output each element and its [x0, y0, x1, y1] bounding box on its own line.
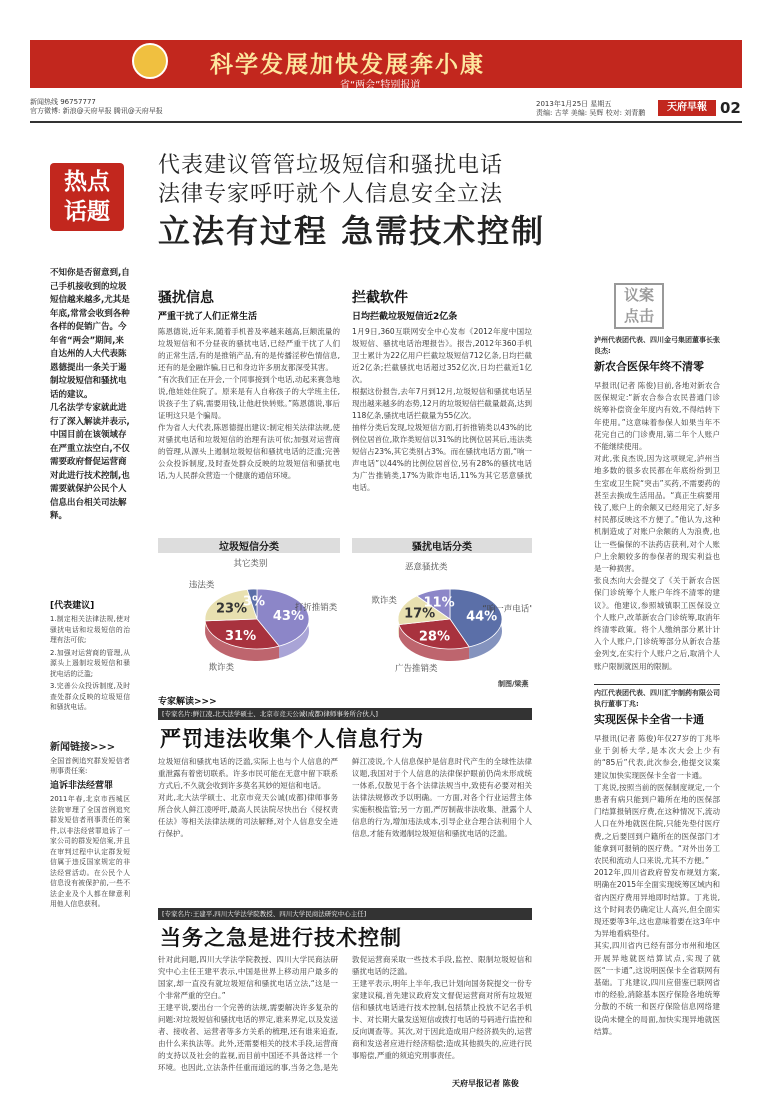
chart-spam-title: 垃圾短信分类 [158, 538, 340, 553]
expert1-card: [专家名片:鲜江凌,北大法学硕士、北京市竞天公诚(成都)律师事务所合伙人] [158, 708, 532, 720]
masthead-rule [30, 121, 742, 123]
editors: 责编: 古苹 美编: 吴辉 校对: 刘青鹏 [536, 109, 646, 117]
chart-calls-title: 骚扰电话分类 [352, 538, 532, 553]
pie-value-label: 23% [215, 601, 248, 617]
chart-spam-svg [158, 553, 340, 681]
suggestions-box [50, 598, 130, 713]
section-harassment-sub: 严重干扰了人们正常生活 [158, 312, 258, 322]
national-emblem-icon [132, 43, 168, 79]
side2-org: 内江代表团代表、四川汇宇制药有限公司执行董事丁兆: [594, 689, 720, 708]
pie-value-label: 11% [423, 595, 455, 611]
pie-category-label: 恶意骚扰类 [405, 562, 448, 573]
hotline: 新闻热线 96757777 [30, 98, 96, 106]
news-link-sub: 全国首例追究群发短信者刑事责任案: [50, 757, 130, 775]
side1-body: 早报讯(记者 陈俊)目前,各地对新农合医保规定:“新农合参合农民普通门诊统筹补偿资金年度内有效,不得结转下年使用。”这意味着参保人如果当年不花完自己的门诊费用,第二年个人账户不能继续使用。 对此,张良杰说,因为这项规定,泸州当地多数的很多农民都在年底纷纷到卫生室或卫生院“突击”买药,不需要药的甚至去换成生活用品。“真正生病要用钱了,账户上的余额又已经用完了,好多村民都反映这不方便了。”他认为,这种机制造成了对账户余额的人为浪费,也让一些偏保的不法药店获利,对个人账户上余额较多的参保者的现实利益也是一种损害。 张良杰向大会提交了《关于新农合医保门诊统筹个人账户年终不清零的建议》。他建议,参照城镇职工医保设立个人账户,改革新农合门诊统筹,取消年终清零政策。将个人缴纳部分累计计入个人账户,门诊统筹部分从新农合基金列支,在实行个人账户之后,取消个人账户限制就医用的限制。 [594, 381, 720, 670]
deck-line-2: 法律专家呼吁就个人信息安全立法 [158, 182, 504, 207]
pie-value-label: 43% [272, 608, 305, 624]
pie-value-label: 3% [242, 594, 266, 610]
deck-line-1: 代表建议管管垃圾短信和骚扰电话 [158, 153, 504, 178]
section-harassment [158, 287, 340, 536]
chart-calls-svg [352, 553, 532, 681]
suggestion-2: 2.加强对运营商的管理,从源头上遏制垃圾短信和骚扰电话的泛滥; [50, 648, 130, 678]
expert2-body: 针对此问题,四川大学法学院教授、四川大学民商法研究中心主任王建平表示,中国是世界上移动用户最多的国家,却一直没有就垃圾短信和骚扰电话立法,“这是一个非常严重的空白。” 王建平说,要出台一个完善的法规,需要解决许多复杂的问题:对垃圾短信和骚扰电话的界定,谁来界定,以及发送者、接收者、运营者等多方关系的梳理,还有谁来追查,由什么来执法等。此外,还需要相关的技术手段,运营商的支持以及社会的监视,而目前中国还不具备这样一个环境。也因此,立法条件任重而道远的事,当务之急,是先敦促运营商采取一些技术手段,监控、限制垃圾短信和骚扰电话的泛滥。 王建平表示,明年上半年,我已计划向国务院提交一份专家建议稿,首先建议政府发文督促运营商对所有垃圾短信和骚扰电话进行技术控制,包括禁止投放不记名手机卡、对长期大量发送短信或拨打电话的号码进行监控和反向调查等。其次,对于因此造成用户经济损失的,运营商和发送者应进行经济赔偿;造成其他损失的,应进行民事赔偿,严重的须追究刑事责任。 [158, 955, 532, 1072]
section-intercept-title: 拦截软件 [352, 290, 408, 306]
byline: 天府早报记者 陈俊 [452, 1079, 519, 1088]
section-intercept [352, 287, 532, 544]
news-link [50, 738, 130, 954]
expert1-body: 垃圾短信和骚扰电话的泛滥,实际上也与个人信息的严重泄露有着密切联系。许多市民可能在无意中留下联系方式后,不久就会收到许多莫名其妙的短信和电话。 对此,北大法学硕士、北京市竞天公诚(成都)律师事务所合伙人鲜江凌呼吁,最高人民法院尽快出台《侵权责任法》等相关法律法规的司法解释,对个人信息安全进行保护。 鲜江凌说,个人信息保护是信息时代产生的全球性法律议题,我国对于个人信息的法律保护眼前仍尚未形成统一体系,仅散见于各个法律法规当中,致使有必要对相关法律法规修改予以明确。一方面,对各个行业运营主体实施积极监管;另一方面,严厉制裁非法收集、泄露个人信息的行为,增加违法成本,引导企业合理合法利用个人信息,才能有效遏制垃圾短信和骚扰电话的泛滥。 [158, 757, 532, 838]
suggestion-1: 1.制定相关法律法规,使对骚扰电话和垃圾短信的治理有法可依; [50, 615, 130, 644]
pie-value-label: 17% [404, 606, 436, 622]
suggestion-3: 3.完善公众投诉制度,及时查处群众反映的垃圾短信和骚扰电话。 [50, 682, 130, 711]
pie-value-label: 44% [466, 609, 498, 625]
hot-line-1: 热点 [64, 169, 110, 195]
side-story-1 [594, 335, 720, 670]
issue-date: 2013年1月25日 星期五 [536, 100, 612, 108]
comment-badge [614, 283, 664, 329]
section-intercept-sub: 日均拦截垃圾短信近2亿条 [352, 312, 458, 322]
news-link-title: 新闻链接>>> [50, 742, 116, 753]
pie-category-label: 违法类 [188, 580, 215, 591]
suggestions-title: [代表建议] [50, 601, 95, 611]
chart-calls [352, 538, 532, 684]
expert2-card: [专家名片:王建平,四川大学法学院教授、四川大学民商法研究中心主任] [158, 908, 532, 920]
section-intercept-body: 1月9日,360互联网安全中心发布《2012年度中国垃圾短信、骚扰电话治理报告》。报告,2012年360手机卫士累计为22亿用户拦截垃圾短信712亿条,日均拦截近2亿条;拦截骚扰电话超过352亿次,日均拦截近1亿次。 根据这份报告,去年7月到12月,垃圾短信和骚扰电话呈现出越来越多的态势,12月的垃圾短信拦截量最高,达到118亿条,骚扰电话拦截量为55亿次。 抽样分类后发现,垃圾短信方面,打折推销类以43%的比例位居首位,欺诈类短信以31%的比例位居其后,违法类短信占23%,其它类别占3%。而在骚扰电话方面,“响一声电话”以44%的比例位居首位,另有28%的骚扰电话为广告推销类,17%为欺诈电话,11%为其它恶意骚扰电话。 [352, 327, 532, 492]
banner-title: 科学发展加快发展奔小康 [210, 52, 485, 78]
banner-subtitle: 省“两会”特别报道 [340, 80, 421, 91]
expert-label: 专家解读>>> [158, 697, 217, 707]
pie-category-label: 欺诈类 [208, 663, 235, 674]
side2-title: 实现医保卡全省一卡通 [594, 713, 704, 726]
pie-category-label: 欺诈类 [371, 596, 397, 607]
pie-value-label: 31% [225, 629, 257, 645]
hot-topic-badge [50, 163, 124, 231]
chart-spam [158, 538, 340, 684]
side2-body: 早报讯(记者 陈俊)年仅27岁的丁兆毕业于剑桥大学,是本次大会上少有的“85后”代表,此次参会,他提交议案建议加快实现医保卡全省一卡通。 丁兆说,按照当前的医保制度规定,一个患者有病只能到户籍所在地的医保部门结算报销医疗费,在这种情况下,流动人口在外地就医住院,只能先垫付医疗费,之后要回到户籍所在的医保部门才能拿到可报销的医疗费。“对外出务工农民和流动人口来说,尤其不方便。” 2012年,四川省政府曾发布规划方案,明确在2015年全面实现统筹区域内和省内医疗费用异地即时结算。丁兆说,这个时间表仍确定让人高兴,但全面实现还要等3年,这也意味着要在这3年中为异地看病垫付。 其实,四川省内已经有部分市州和地区开展异地就医结算试点,实现了就医“一卡通”,这说明医保卡全省联网有基础。丁兆建议,四川应借鉴已联网省市的经验,消除基本医疗保险各地统筹分散的不统一和医疗保险信息网络建设尚未健全的局面,加快实现异地就医结算。 [594, 734, 720, 1036]
expert1-headline: 严罚违法收集个人信息行为 [160, 727, 424, 751]
headline: 立法有过程 急需技术控制 [158, 212, 546, 250]
pie-category-label: 打折推销类 [294, 602, 338, 613]
pie-value-label: 28% [418, 629, 451, 645]
hot-line-2: 话题 [64, 199, 110, 225]
section-harassment-body: 陈恩德说,近年来,随着手机普及率越来越高,巨额流量的垃圾短信和不分昼夜的骚扰电话,已经严重干扰了人们的正常生活,有的是推销产品,有的是传播淫秽色情信息,还有的是金融诈骗,日已和身边许多朋友都深受其害。 “有次我们正在开会,一个同事接到个电话,动起来赛急地说,他娃娃住院了。原来是有人自称孩子的大学班主任,说孩子生了病,需要用钱,让他赶快转账。”陈恩德说,事后证明这只是个骗局。 作为省人大代表,陈恩德提出建议:制定相关法律法规,使对骚扰电话和垃圾短信的治理有法可依;加强对运营商的管理,从源头上遏制垃圾短信和骚扰电话的泛滥;完善公众投诉制度,及时查处群众反映的垃圾短信和骚扰电话,为人民群众营造一个健康的通信环境。 [158, 327, 340, 480]
expert2-headline: 当务之急是进行技术控制 [160, 926, 402, 950]
section-harassment-title: 骚扰信息 [158, 290, 214, 306]
lede: 不知你是否留意到,自己手机接收到的垃圾短信越来越多,尤其是年底,常常会收到各种各样的促销广告。今年省“两会”期间,来自达州的人大代表陈恩德提出一条关于遏制垃圾短信和骚扰电话的建议。 几名法学专家就此进行了深入解读并表示,中国目前在该领域存在严重立法空白,不仅需要政府督促运营商对此进行技术控制,也需要就保护公民个人信息出台相关司法解释。 [50, 268, 130, 521]
paper-logo: 天府早報 [658, 100, 716, 116]
side1-title: 新农合医保年终不清零 [594, 360, 704, 373]
news-link-body: 2011年春,北京市西城区法院审理了全国首例追究群发短信者刑事责任的案件,以非法经营罪追诉了一家公司的群发短信案,并且在审判过程中认定群发短信属于违反国家规定的非法经营活动。在公民个人信息没有被保护前,一些不法企业及个人都在肆意利用他人信息获利。 [50, 795, 130, 908]
chart-credit: 制图/梁燕 [498, 680, 529, 688]
pie-category-label: 广告推销类 [395, 664, 438, 675]
comment-line-1: 议案 [623, 286, 654, 304]
side-divider [594, 684, 720, 685]
weibo-info: 官方微博: 新浪@天府早报 腾讯@天府早报 [30, 107, 163, 115]
comment-line-2: 点击 [623, 307, 654, 325]
news-link-headline: 追诉非法经营罪 [50, 781, 114, 791]
pie-category-label: 其它类别 [233, 559, 268, 570]
page-number: 02 [720, 99, 741, 117]
pie-category-label: “响一声电话” [482, 604, 532, 615]
side-story-2 [594, 688, 720, 1071]
side1-org: 泸州代表团代表、四川金弓集团董事长张良杰: [594, 336, 720, 355]
